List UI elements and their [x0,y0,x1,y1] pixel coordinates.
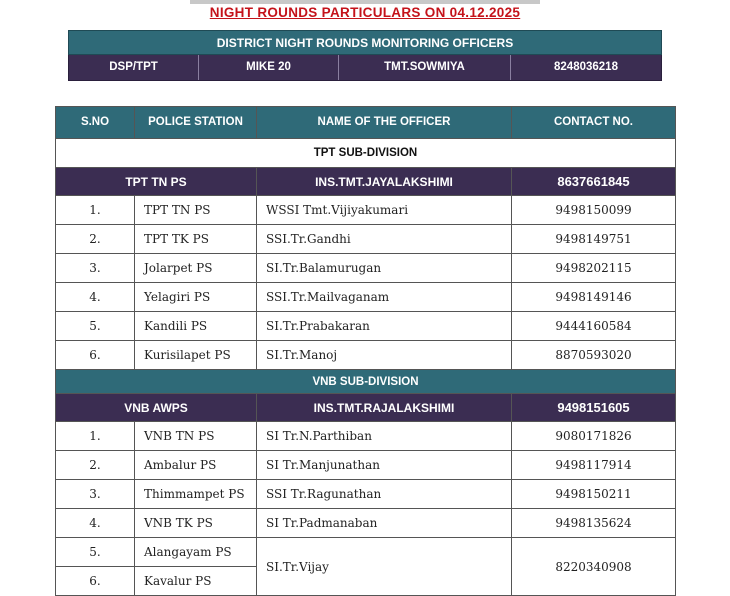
row-contact: 9498117914 [512,451,676,480]
row-sno: 6. [56,567,135,596]
row-contact: 9498149751 [512,225,676,254]
row-officer: SI.Tr.Balamurugan [257,254,512,283]
row-contact: 9080171826 [512,422,676,451]
row-contact: 9444160584 [512,312,676,341]
inspector-contact: 9498151605 [512,394,676,422]
row-station: Jolarpet PS [135,254,257,283]
monitoring-officer-row [68,55,662,81]
table-row [56,196,676,225]
row-contact: 9498202115 [512,254,676,283]
inspector-station: VNB AWPS [56,394,257,422]
row-station: Kavalur PS [135,567,257,596]
night-rounds-table [55,106,676,596]
row-sno: 3. [56,254,135,283]
row-sno: 5. [56,312,135,341]
row-sno: 4. [56,283,135,312]
row-sno: 5. [56,538,135,567]
row-contact: 8870593020 [512,341,676,370]
header-contact: CONTACT NO. [512,107,676,139]
table-row [56,509,676,538]
row-contact: 9498149146 [512,283,676,312]
row-sno: 4. [56,509,135,538]
row-station: Alangayam PS [135,538,257,567]
monitoring-officers-box [68,30,662,81]
row-station: VNB TK PS [135,509,257,538]
row-station: Kandili PS [135,312,257,341]
table-row [56,341,676,370]
row-officer: WSSI Tmt.Vijiyakumari [257,196,512,225]
row-station: Ambalur PS [135,451,257,480]
row-contact: 9498135624 [512,509,676,538]
row-contact: 9498150211 [512,480,676,509]
row-station: Kurisilapet PS [135,341,257,370]
row-sno: 3. [56,480,135,509]
page-title: NIGHT ROUNDS PARTICULARS ON 04.12.2025 [209,5,521,20]
monitoring-designation: DSP/TPT [69,55,199,80]
subdivision-label: TPT SUB-DIVISION [56,139,676,168]
row-station: Yelagiri PS [135,283,257,312]
row-officer: SI Tr.Manjunathan [257,451,512,480]
table-row [56,480,676,509]
row-contact: 8220340908 [512,538,676,596]
monitoring-heading: DISTRICT NIGHT ROUNDS MONITORING OFFICERS [68,30,662,55]
row-station: VNB TN PS [135,422,257,451]
header-police-station: POLICE STATION [135,107,257,139]
table-row [56,312,676,341]
table-row [56,451,676,480]
subdivision-label: VNB SUB-DIVISION [56,370,676,394]
inspector-row-tpt [56,168,676,196]
row-officer: SI Tr.Padmanaban [257,509,512,538]
monitoring-callsign: MIKE 20 [199,55,339,80]
row-station: Thimmampet PS [135,480,257,509]
row-contact: 9498150099 [512,196,676,225]
subdivision-row-vnb [56,370,676,394]
table-row [56,283,676,312]
monitoring-contact: 8248036218 [554,61,618,73]
top-rule [190,0,540,4]
row-sno: 1. [56,422,135,451]
table-row [56,538,676,567]
inspector-name: INS.TMT.RAJALAKSHIMI [257,394,512,422]
header-sno: S.NO [56,107,135,139]
row-officer: SI.Tr.Vijay [257,538,512,596]
table-row [56,422,676,451]
row-officer: SI.Tr.Prabakaran [257,312,512,341]
row-officer: SI Tr.N.Parthiban [257,422,512,451]
table-header-row [56,107,676,139]
row-sno: 2. [56,451,135,480]
inspector-name: INS.TMT.JAYALAKSHIMI [257,168,512,196]
row-officer: SSI.Tr.Gandhi [257,225,512,254]
row-officer: SSI Tr.Ragunathan [257,480,512,509]
table-row [56,225,676,254]
table-row [56,254,676,283]
row-sno: 1. [56,196,135,225]
row-officer: SSI.Tr.Mailvaganam [257,283,512,312]
inspector-contact: 8637661845 [512,168,676,196]
subdivision-row-tpt [56,139,676,168]
row-officer: SI.Tr.Manoj [257,341,512,370]
inspector-row-vnb [56,394,676,422]
row-station: TPT TK PS [135,225,257,254]
header-officer-name: NAME OF THE OFFICER [257,107,512,139]
inspector-station: TPT TN PS [56,168,257,196]
row-station: TPT TN PS [135,196,257,225]
monitoring-officer-name: TMT.SOWMIYA [339,55,511,80]
row-sno: 2. [56,225,135,254]
row-sno: 6. [56,341,135,370]
